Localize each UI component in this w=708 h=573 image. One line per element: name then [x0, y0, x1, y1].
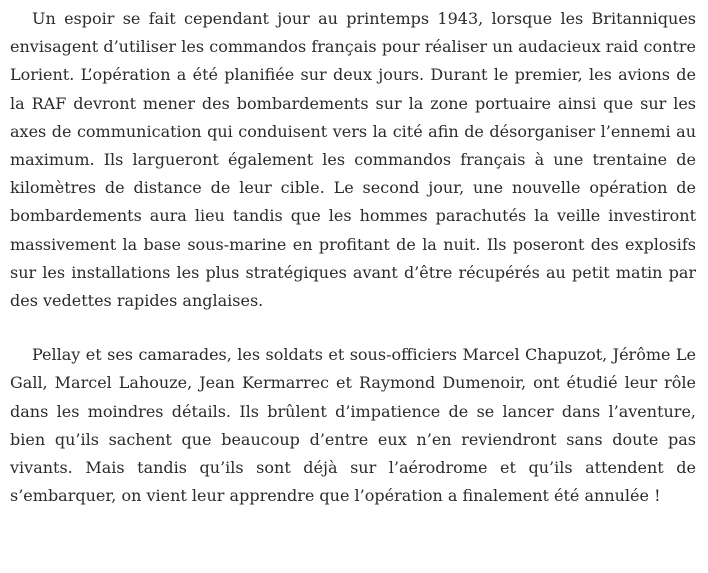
paragraph-commandos: Pellay et ses camarades, les soldats et sous-officiers Marcel Chapuzot, Jérôme Le Gall, Marcel Lahouze, Jean Kermarrec et Raymond Dumenoir, ont étudié leur rôle dans les moindres détails. Ils brûlent d’impatience de se lancer dans l’aventure, bien qu’ils sachent que beaucoup d’entre eux n’en reviendront sans doute pas vivants. Mais tandis qu’ils sont déjà sur l’aérodrome et qu’ils attendent de s’embarquer, on vient leur apprendre que l’opération a finalement été annulée !	[10, 345, 696, 506]
paragraph-raid-plan: Un espoir se fait cependant jour au printemps 1943, lorsque les Britanniques envisagent d’utiliser les commandos français pour réaliser un audacieux raid contre Lorient. L’opération a été planifiée sur deux jours. Durant le premier, les avions de la RAF devront mener des bombardements sur la zone portuaire ainsi que sur les axes de communication qui conduisent vers la cité afin de désorganiser l’ennemi au maximum. Ils largueront également les commandos français à une trentaine de kilomètres de distance de leur cible. Le second jour, une nouvelle opération de bombardements aura lieu tandis que les hommes parachutés la veille investiront massivement la base sous-marine en profitant de la nuit. Ils poseront des explosifs sur les installations les plus stratégiques avant d’être récupérés au petit matin par des vedettes rapides anglaises.	[10, 9, 696, 311]
article-body	[10, 5, 696, 510]
